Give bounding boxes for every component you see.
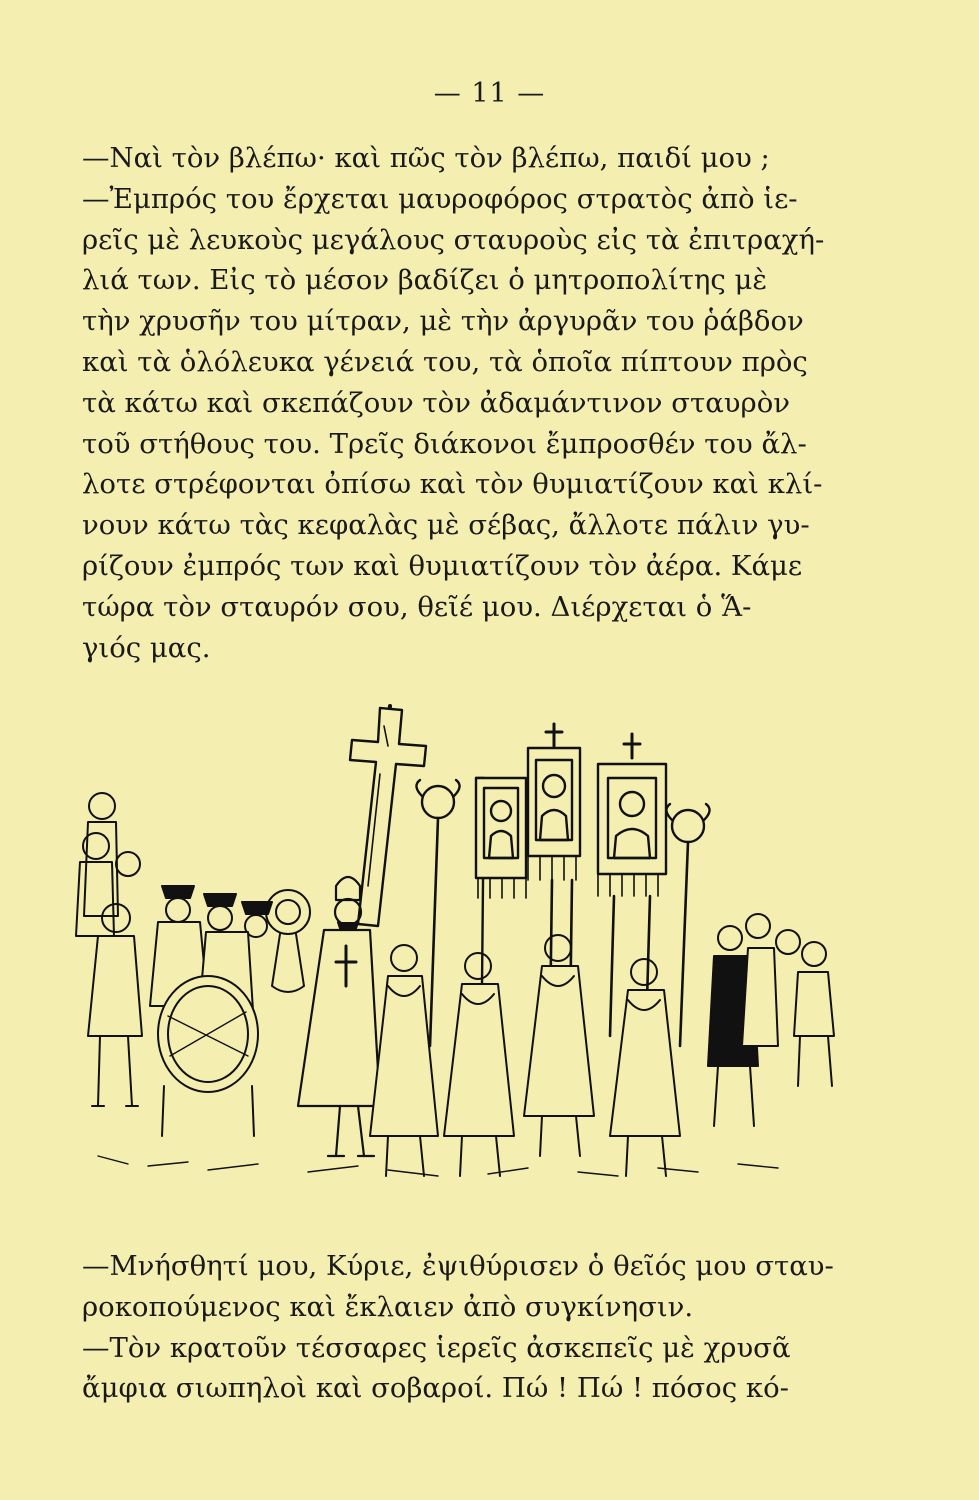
acolyte-3 [524, 935, 594, 1156]
text-line: τώρα τὸν σταυρόν σου, θεῖέ μου. Διέρχεται ὁ Ἅ- [82, 590, 752, 623]
text-line: ρεῖς μὲ λευκοὺς μεγάλους σταυροὺς εἰς τὰ ἐπιτραχή- [82, 223, 825, 256]
crowd-right [708, 914, 834, 1126]
text-line: λοτε στρέφονται ὀπίσω καὶ τὸν θυμιατίζουν καὶ κλί- [82, 468, 823, 501]
acolyte-4 [610, 959, 680, 1176]
page-number: — 11 — [433, 78, 546, 109]
text-line: λιά των. Εἰς τὸ μέσον βαδίζει ὁ μητροπολίτης μὲ [82, 264, 768, 297]
text-line: γιός μας. [82, 631, 211, 664]
processional-cross [350, 706, 426, 926]
crowd-left [76, 793, 142, 1106]
cherub-fan-right [666, 804, 709, 1046]
text-line: τοῦ στήθους του. Τρεῖς διάκονοι ἔμπροσθέν του ἄλ- [82, 427, 807, 460]
text-line: —Ναὶ τὸν βλέπω· καὶ πῶς τὸν βλέπω, παιδί μου ; [82, 142, 770, 174]
text-line: τὴν χρυσῆν του μίτραν, μὲ τὴν ἀργυρᾶν του ῥάβδον [82, 305, 804, 338]
text-line: ρίζουν ἐμπρός των καὶ θυμιατίζουν τὸν ἀέρα. Κάμε [82, 549, 803, 582]
ground-hatching [98, 1156, 778, 1176]
text-line: νουν κάτω τὰς κεφαλὰς μὲ σέβας, ἄλλοτε πάλιν γυ- [82, 509, 810, 542]
top-text-block [82, 138, 842, 668]
text-line: ροκοπούμενος καὶ ἔκλαιεν ἀπὸ συγκίνησιν. [82, 1290, 694, 1323]
text-line: —Τὸν κρατοῦν τέσσαρες ἱερεῖς ἀσκεπεῖς μὲ χρυσᾶ [82, 1331, 791, 1364]
acolyte-2 [444, 953, 514, 1176]
text-line: καὶ τὰ ὁλόλευκα γένειά του, τὰ ὁποῖα πίπτουν πρὸς [82, 345, 808, 378]
text-line: τὰ κάτω καὶ σκεπάζουν τὸν ἀδαμάντινον σταυρὸν [82, 386, 790, 419]
text-line: —Μνήσθητί μου, Κύριε, ἐψιθύρισεν ὁ θεῖός μου σταυ- [82, 1250, 834, 1282]
military-band [150, 886, 310, 1136]
procession-illustration [58, 686, 848, 1201]
text-line: ἄμφια σιωπηλοὶ καὶ σοβαροί. Πώ ! Πώ ! πόσος κό- [82, 1372, 789, 1405]
bottom-text-block [82, 1246, 842, 1409]
text-line: —Ἐμπρός του ἔρχεται μαυροφόρος στρατὸς ἀπὸ ἱε- [82, 182, 798, 215]
acolyte-1 [370, 945, 438, 1176]
